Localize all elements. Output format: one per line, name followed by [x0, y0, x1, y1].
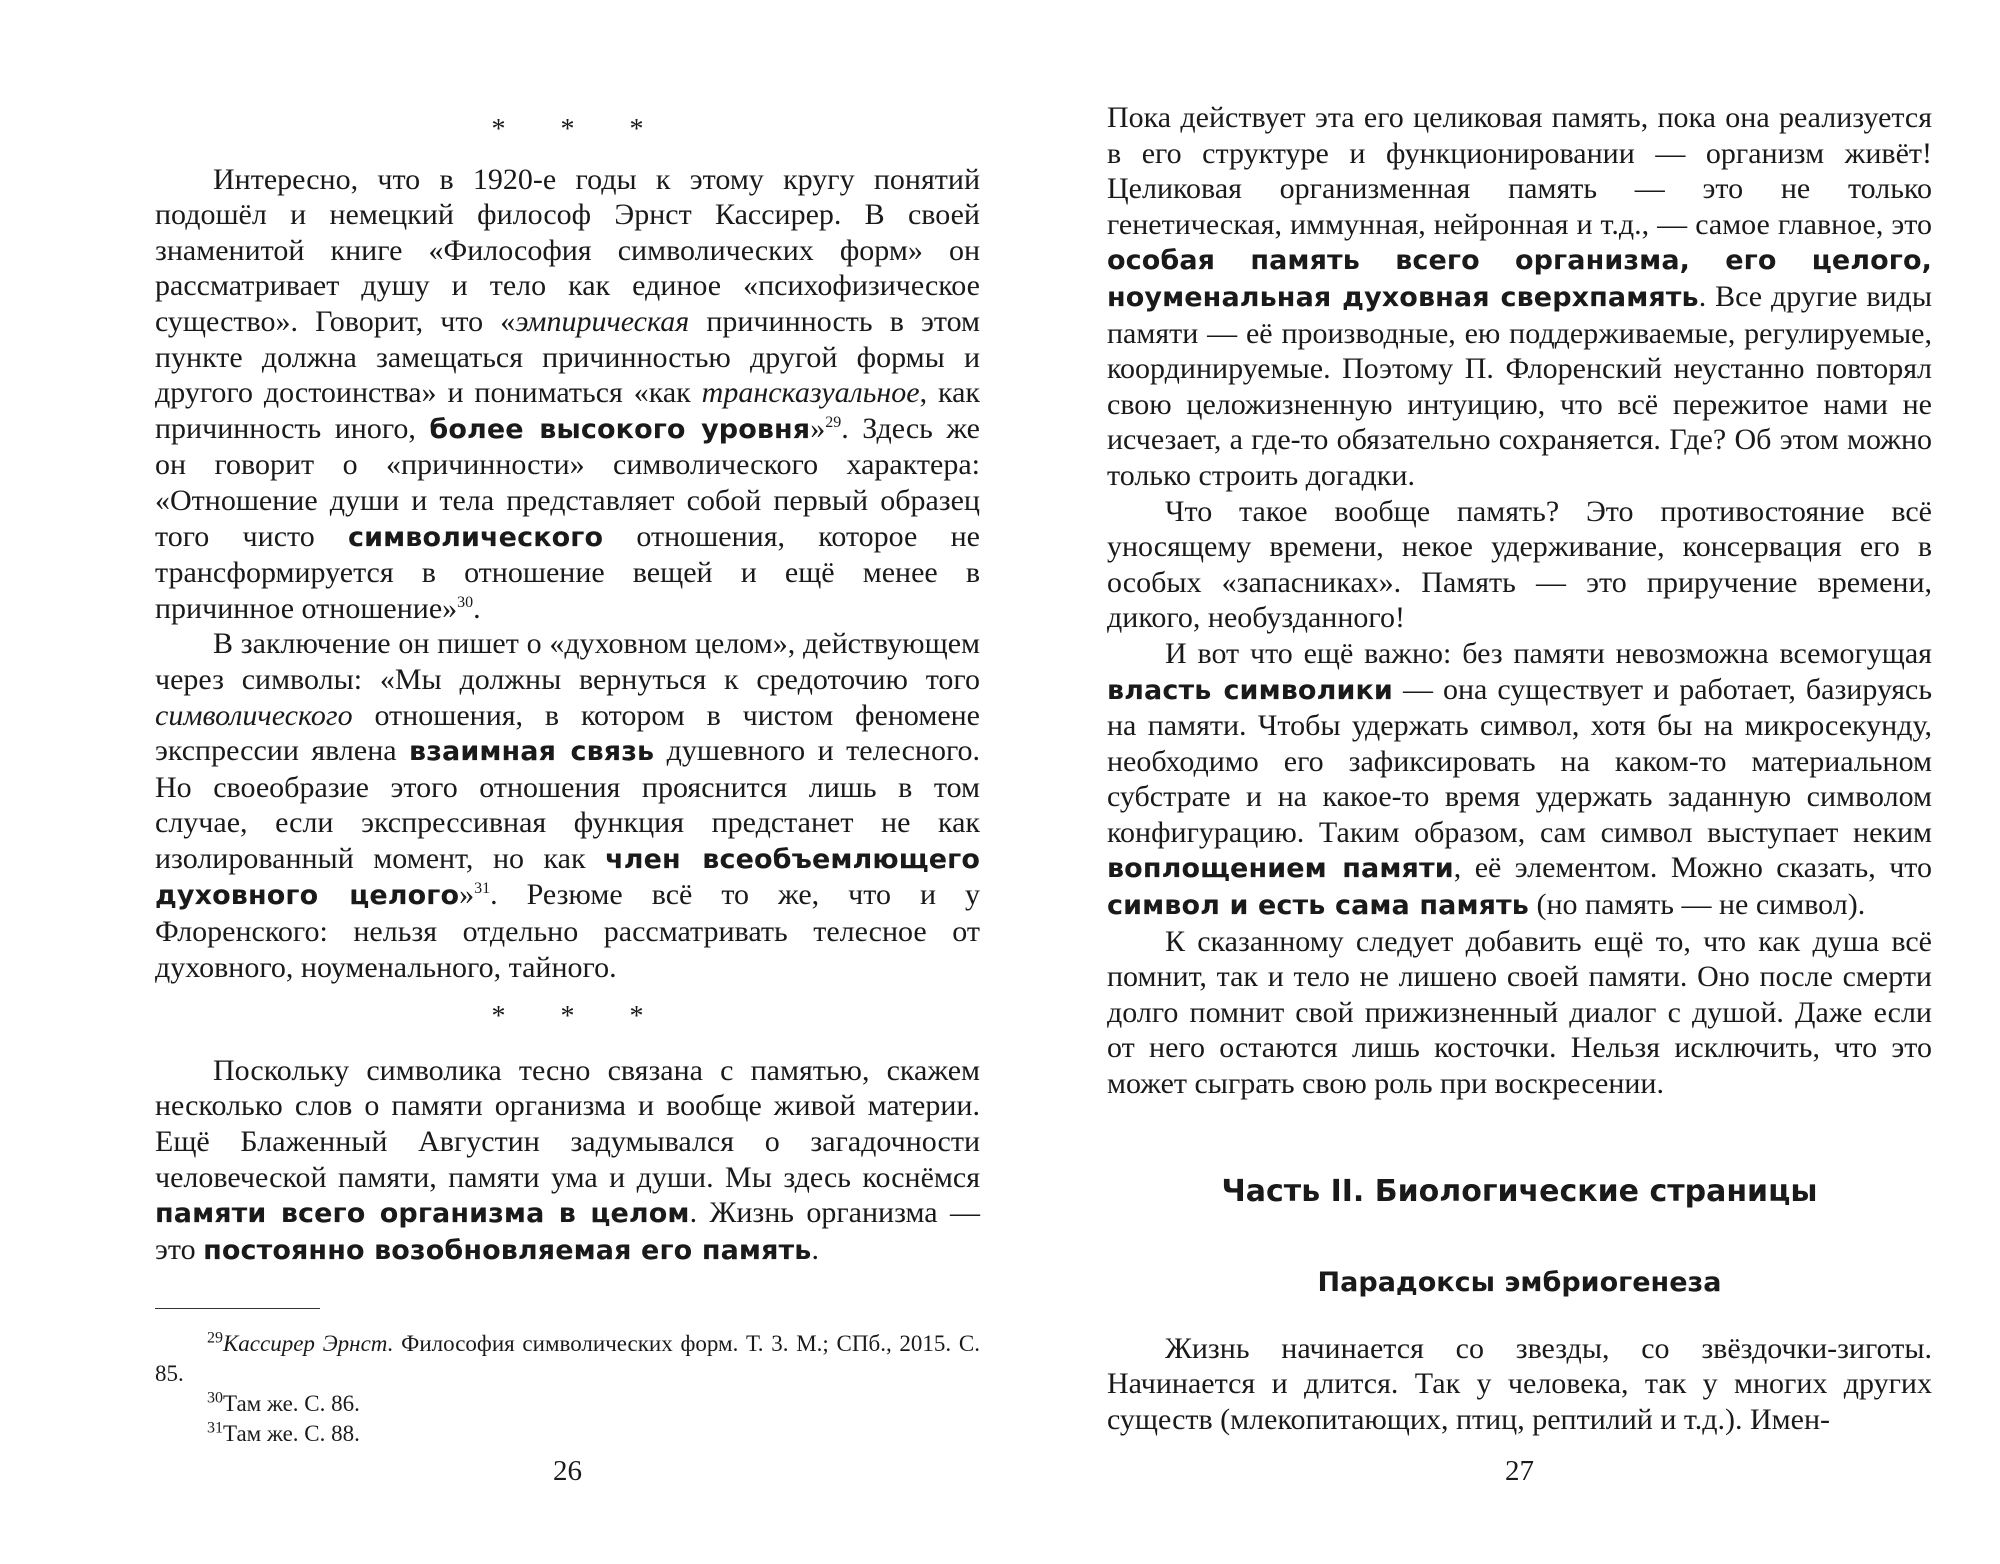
page-number: 27 [1505, 1455, 1534, 1487]
section-title: Часть II. Биологические страницы [1221, 1173, 1818, 1209]
paragraph: И вот что ещё важно: без памяти невозможна всемогущая власть символики — она существует и работает, базируясь на памяти. Чтобы удержать символ, хотя бы на микросекунду, необходимо его зафиксировать на каком-то материальном субстрате и на какое-то время удержать заданную символом конфигурацию. Таким образом, сам символ выступает неким воплощением памяти, её элементом. Можно сказать, что символ и есть сама память (но память — не символ). [1107, 636, 1933, 922]
footnote: $^{30}$Там же. С. 86. [207, 1389, 360, 1417]
footnote: $^{31}$Там же. С. 88. [207, 1419, 360, 1447]
footnote: $^{29}$Кассирер Эрнст. Философия символических форм. Т. 3. М.; СПб., 2015. С. 85. [155, 1329, 980, 1387]
left-page [155, 0, 980, 1520]
paragraph: Жизнь начинается со звезды, со звёздочки-зиготы. Начинается и длится. Так у человека, так у многих других существ (млекопитающих, птиц, рептилий и т.д.). Имен- [1107, 1331, 1932, 1436]
right-page [1107, 0, 1932, 1520]
paragraph: Интересно, что в 1920-е годы к этому кругу понятий подошёл и немецкий философ Эрнст Кассирер. В своей знаменитой книге «Философия символических форм» он рассматривает душу и тело как единое «психофизическое существо». Говорит, что «эмпирическая причинность в этом пункте должна замещаться причинностью другой формы и другого достоинства» и пониматься «как трансказуальное, как причинность иного, более высокого уровня»$^{29}$. Здесь же он говорит о «причинности» символического характера: «Отношение души и тела представляет собой первый образец того чисто символического отношения, которое не трансформируется в отношение вещей и ещё менее в причинное отношение»$^{30}$. [155, 162, 981, 625]
right-page-text [1107, 100, 1932, 1438]
paragraph: Поскольку символика тесно связана с памятью, скажем несколько слов о памяти организма и вообще живой материи. Ещё Блаженный Августин задумывался о загадочности человеческой памяти, памяти ума и души. Мы здесь коснёмся памяти всего организма в целом. Жизнь организма — это постоянно возобновляемая его память. [155, 1053, 980, 1266]
footnote-ref[interactable]: 30 [457, 593, 474, 611]
left-page-text [155, 112, 980, 1449]
paragraph: Что такое вообще память? Это противостояние всё уносящему времени, некое удерживание, консервация его в особых «запасниках». Память — это приручение времени, дикого, необузданного! [1107, 494, 1932, 635]
subsection-title: Парадоксы эмбриогенеза [1317, 1267, 1722, 1299]
paragraph: В заключение он пишет о «духовном целом», действующем через символы: «Мы должны вернуться к средоточию того символического отношения, в котором в чистом феномене экспрессии явлена взаимная связь душевного и телесного. Но своеобразие этого отношения прояснится лишь в том случае, если экспрессивная функция предстанет не как изолированный момент, но как член всеобъемлющего духовного целого»$^{31}$. Резюме всё то же, что и у Флоренского: нельзя отдельно рассматривать телесное от духовного, ноуменального, тайного. [155, 627, 980, 984]
paragraph: Пока действует эта его целиковая память, пока она реализуется в его структуре и функционировании — организм живёт! Целиковая организменная память — это не только генетическая, иммунная, нейронная и т.д., — самое главное, это особая память всего организма, его целого, ноуменальная духовная сверхпамять. Все другие виды памяти — её производные, ею поддерживаемые, регулируемые, координируемые. Поэтому П. Флоренский неустанно повторял свою целожизненную интуицию, что всё пережитое нами не исчезает, а где-то обязательно сохраняется. Где? Об этом можно только строить догадки. [1107, 101, 1932, 492]
footnote-ref[interactable]: 29 [825, 413, 842, 431]
footnote-ref[interactable]: 31 [474, 880, 491, 898]
page-number: 26 [553, 1455, 582, 1487]
paragraph: К сказанному следует добавить ещё то, что как душа всё помнит, так и тело не лишено своей памяти. Оно после смерти долго помнит свой прижизненный диалог с душой. Даже если от него остаются лишь косточки. Нельзя исключить, что это может сыграть свою роль при воскресении. [1107, 924, 1932, 1101]
section-separator: * * * [491, 114, 668, 145]
section-separator: * * * [491, 1001, 668, 1033]
footnote-divider [155, 1308, 320, 1309]
